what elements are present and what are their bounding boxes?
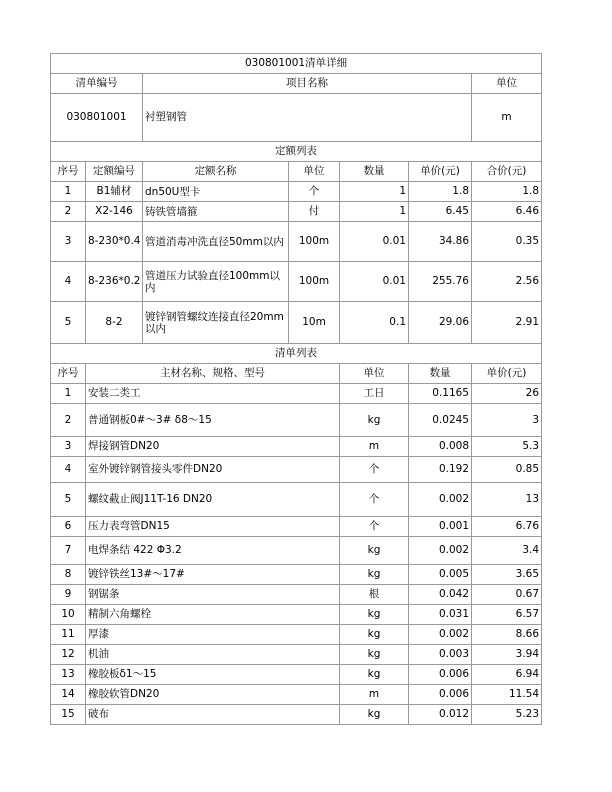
quota-price: 34.86 xyxy=(409,222,472,262)
quota-header-no: 序号 xyxy=(51,162,86,182)
material-price: 26 xyxy=(472,384,542,404)
material-price: 11.54 xyxy=(472,685,542,705)
quota-list xyxy=(51,162,542,344)
header-code: 清单编号 xyxy=(51,74,143,94)
quota-unit: 100m xyxy=(289,262,340,302)
material-name: 电焊条结 422 Φ3.2 xyxy=(86,537,340,565)
quota-code: 8-236*0.2 xyxy=(86,262,143,302)
quota-header-code: 定额编号 xyxy=(86,162,143,182)
materials-section-row xyxy=(51,344,542,364)
material-price: 6.76 xyxy=(472,517,542,537)
material-price: 3.94 xyxy=(472,645,542,665)
quota-price: 1.8 xyxy=(409,182,472,202)
quota-unit: 个 xyxy=(289,182,340,202)
material-name: 破布 xyxy=(86,705,340,725)
material-unit: 个 xyxy=(340,457,409,483)
item-code: 030801001 xyxy=(51,94,143,142)
material-qty: 0.001 xyxy=(409,517,472,537)
material-name: 镀锌铁丝13#～17# xyxy=(86,565,340,585)
material-row xyxy=(51,685,542,705)
material-price: 6.94 xyxy=(472,665,542,685)
quota-name: 镀锌钢管螺纹连接直径20mm以内 xyxy=(143,302,289,344)
material-price: 3.65 xyxy=(472,565,542,585)
quota-total: 0.35 xyxy=(472,222,542,262)
material-unit: kg xyxy=(340,625,409,645)
quota-name: 铸铁管墙箍 xyxy=(143,202,289,222)
material-qty: 0.031 xyxy=(409,605,472,625)
material-no: 10 xyxy=(51,605,86,625)
material-qty: 0.042 xyxy=(409,585,472,605)
bill-header-row xyxy=(51,74,542,94)
quota-header-unit: 单位 xyxy=(289,162,340,182)
quota-row xyxy=(51,302,542,344)
material-unit: 工日 xyxy=(340,384,409,404)
quota-total: 6.46 xyxy=(472,202,542,222)
quota-no: 4 xyxy=(51,262,86,302)
material-row xyxy=(51,625,542,645)
quota-header-row xyxy=(51,162,542,182)
material-no: 13 xyxy=(51,665,86,685)
quota-unit: 10m xyxy=(289,302,340,344)
material-no: 14 xyxy=(51,685,86,705)
header-name: 项目名称 xyxy=(143,74,472,94)
quota-header-name: 定额名称 xyxy=(143,162,289,182)
quota-total: 2.91 xyxy=(472,302,542,344)
material-qty: 0.002 xyxy=(409,537,472,565)
sheet-title: 030801001清单详细 xyxy=(51,54,542,74)
material-no: 3 xyxy=(51,437,86,457)
material-qty: 0.005 xyxy=(409,565,472,585)
material-unit: 根 xyxy=(340,585,409,605)
material-row xyxy=(51,705,542,725)
quota-code: 8-2 xyxy=(86,302,143,344)
quota-header-total: 合价(元) xyxy=(472,162,542,182)
material-qty: 0.006 xyxy=(409,685,472,705)
quota-no: 1 xyxy=(51,182,86,202)
quota-header-price: 单价(元) xyxy=(409,162,472,182)
material-row xyxy=(51,605,542,625)
quota-qty: 1 xyxy=(340,202,409,222)
material-row xyxy=(51,384,542,404)
quota-unit: 100m xyxy=(289,222,340,262)
material-no: 12 xyxy=(51,645,86,665)
material-price: 5.3 xyxy=(472,437,542,457)
materials-header-no: 序号 xyxy=(51,364,86,384)
material-no: 5 xyxy=(51,483,86,517)
quota-price: 6.45 xyxy=(409,202,472,222)
material-unit: 个 xyxy=(340,483,409,517)
quota-code: 8-230*0.4 xyxy=(86,222,143,262)
quota-qty: 0.01 xyxy=(340,262,409,302)
material-price: 0.85 xyxy=(472,457,542,483)
material-row xyxy=(51,483,542,517)
bill-detail-sheet xyxy=(50,53,541,725)
material-qty: 0.002 xyxy=(409,625,472,645)
quota-total: 2.56 xyxy=(472,262,542,302)
material-row xyxy=(51,457,542,483)
material-no: 4 xyxy=(51,457,86,483)
quota-row xyxy=(51,262,542,302)
quota-qty: 1 xyxy=(340,182,409,202)
header-unit: 单位 xyxy=(472,74,542,94)
material-price: 5.23 xyxy=(472,705,542,725)
materials-header-name: 主材名称、规格、型号 xyxy=(86,364,340,384)
quota-no: 5 xyxy=(51,302,86,344)
material-price: 3 xyxy=(472,404,542,437)
material-unit: kg xyxy=(340,404,409,437)
quota-unit: 付 xyxy=(289,202,340,222)
quota-price: 29.06 xyxy=(409,302,472,344)
material-unit: kg xyxy=(340,665,409,685)
material-qty: 0.192 xyxy=(409,457,472,483)
materials-list xyxy=(51,364,542,725)
quota-row xyxy=(51,202,542,222)
quota-no: 2 xyxy=(51,202,86,222)
material-name: 厚漆 xyxy=(86,625,340,645)
item-unit: m xyxy=(472,94,542,142)
quota-no: 3 xyxy=(51,222,86,262)
quota-qty: 0.1 xyxy=(340,302,409,344)
material-row xyxy=(51,437,542,457)
materials-header-unit: 单位 xyxy=(340,364,409,384)
materials-header-price: 单价(元) xyxy=(472,364,542,384)
material-no: 6 xyxy=(51,517,86,537)
quota-name: dn50U型卡 xyxy=(143,182,289,202)
quota-section-row xyxy=(51,142,542,162)
item-name: 衬塑钢管 xyxy=(143,94,472,142)
material-price: 13 xyxy=(472,483,542,517)
bill-detail-table xyxy=(50,53,542,725)
quota-row xyxy=(51,222,542,262)
material-qty: 0.0245 xyxy=(409,404,472,437)
title-row xyxy=(51,54,542,74)
material-name: 钢锯条 xyxy=(86,585,340,605)
quota-code: B1辅材 xyxy=(86,182,143,202)
material-name: 安装二类工 xyxy=(86,384,340,404)
material-unit: kg xyxy=(340,645,409,665)
material-name: 螺纹截止阀J11T-16 DN20 xyxy=(86,483,340,517)
quota-total: 1.8 xyxy=(472,182,542,202)
material-name: 普通钢板0#～3# δ8～15 xyxy=(86,404,340,437)
material-price: 0.67 xyxy=(472,585,542,605)
material-row xyxy=(51,404,542,437)
material-row xyxy=(51,665,542,685)
material-no: 7 xyxy=(51,537,86,565)
materials-section-title: 清单列表 xyxy=(51,344,542,364)
material-qty: 0.003 xyxy=(409,645,472,665)
material-no: 8 xyxy=(51,565,86,585)
material-name: 焊接钢管DN20 xyxy=(86,437,340,457)
material-unit: m xyxy=(340,437,409,457)
material-name: 橡胶板δ1～15 xyxy=(86,665,340,685)
material-no: 1 xyxy=(51,384,86,404)
quota-header-qty: 数量 xyxy=(340,162,409,182)
quota-section-title: 定额列表 xyxy=(51,142,542,162)
material-price: 6.57 xyxy=(472,605,542,625)
quota-qty: 0.01 xyxy=(340,222,409,262)
material-row xyxy=(51,565,542,585)
quota-name: 管道消毒冲洗直径50mm以内 xyxy=(143,222,289,262)
bill-item-row xyxy=(51,94,542,142)
materials-header-row xyxy=(51,364,542,384)
material-name: 室外镀锌钢管接头零件DN20 xyxy=(86,457,340,483)
material-no: 15 xyxy=(51,705,86,725)
materials-header-qty: 数量 xyxy=(409,364,472,384)
material-no: 2 xyxy=(51,404,86,437)
material-price: 3.4 xyxy=(472,537,542,565)
material-no: 9 xyxy=(51,585,86,605)
material-qty: 0.008 xyxy=(409,437,472,457)
material-name: 精制六角螺栓 xyxy=(86,605,340,625)
quota-code: X2-146 xyxy=(86,202,143,222)
material-name: 橡胶软管DN20 xyxy=(86,685,340,705)
material-price: 8.66 xyxy=(472,625,542,645)
material-row xyxy=(51,645,542,665)
material-unit: kg xyxy=(340,605,409,625)
material-unit: 个 xyxy=(340,517,409,537)
material-name: 机油 xyxy=(86,645,340,665)
material-unit: m xyxy=(340,685,409,705)
material-name: 压力表弯管DN15 xyxy=(86,517,340,537)
material-qty: 0.1165 xyxy=(409,384,472,404)
material-row xyxy=(51,585,542,605)
material-qty: 0.006 xyxy=(409,665,472,685)
material-unit: kg xyxy=(340,537,409,565)
material-no: 11 xyxy=(51,625,86,645)
material-qty: 0.002 xyxy=(409,483,472,517)
quota-row xyxy=(51,182,542,202)
material-unit: kg xyxy=(340,705,409,725)
quota-name: 管道压力试验直径100mm以内 xyxy=(143,262,289,302)
material-row xyxy=(51,517,542,537)
material-qty: 0.012 xyxy=(409,705,472,725)
material-unit: kg xyxy=(340,565,409,585)
quota-price: 255.76 xyxy=(409,262,472,302)
material-row xyxy=(51,537,542,565)
